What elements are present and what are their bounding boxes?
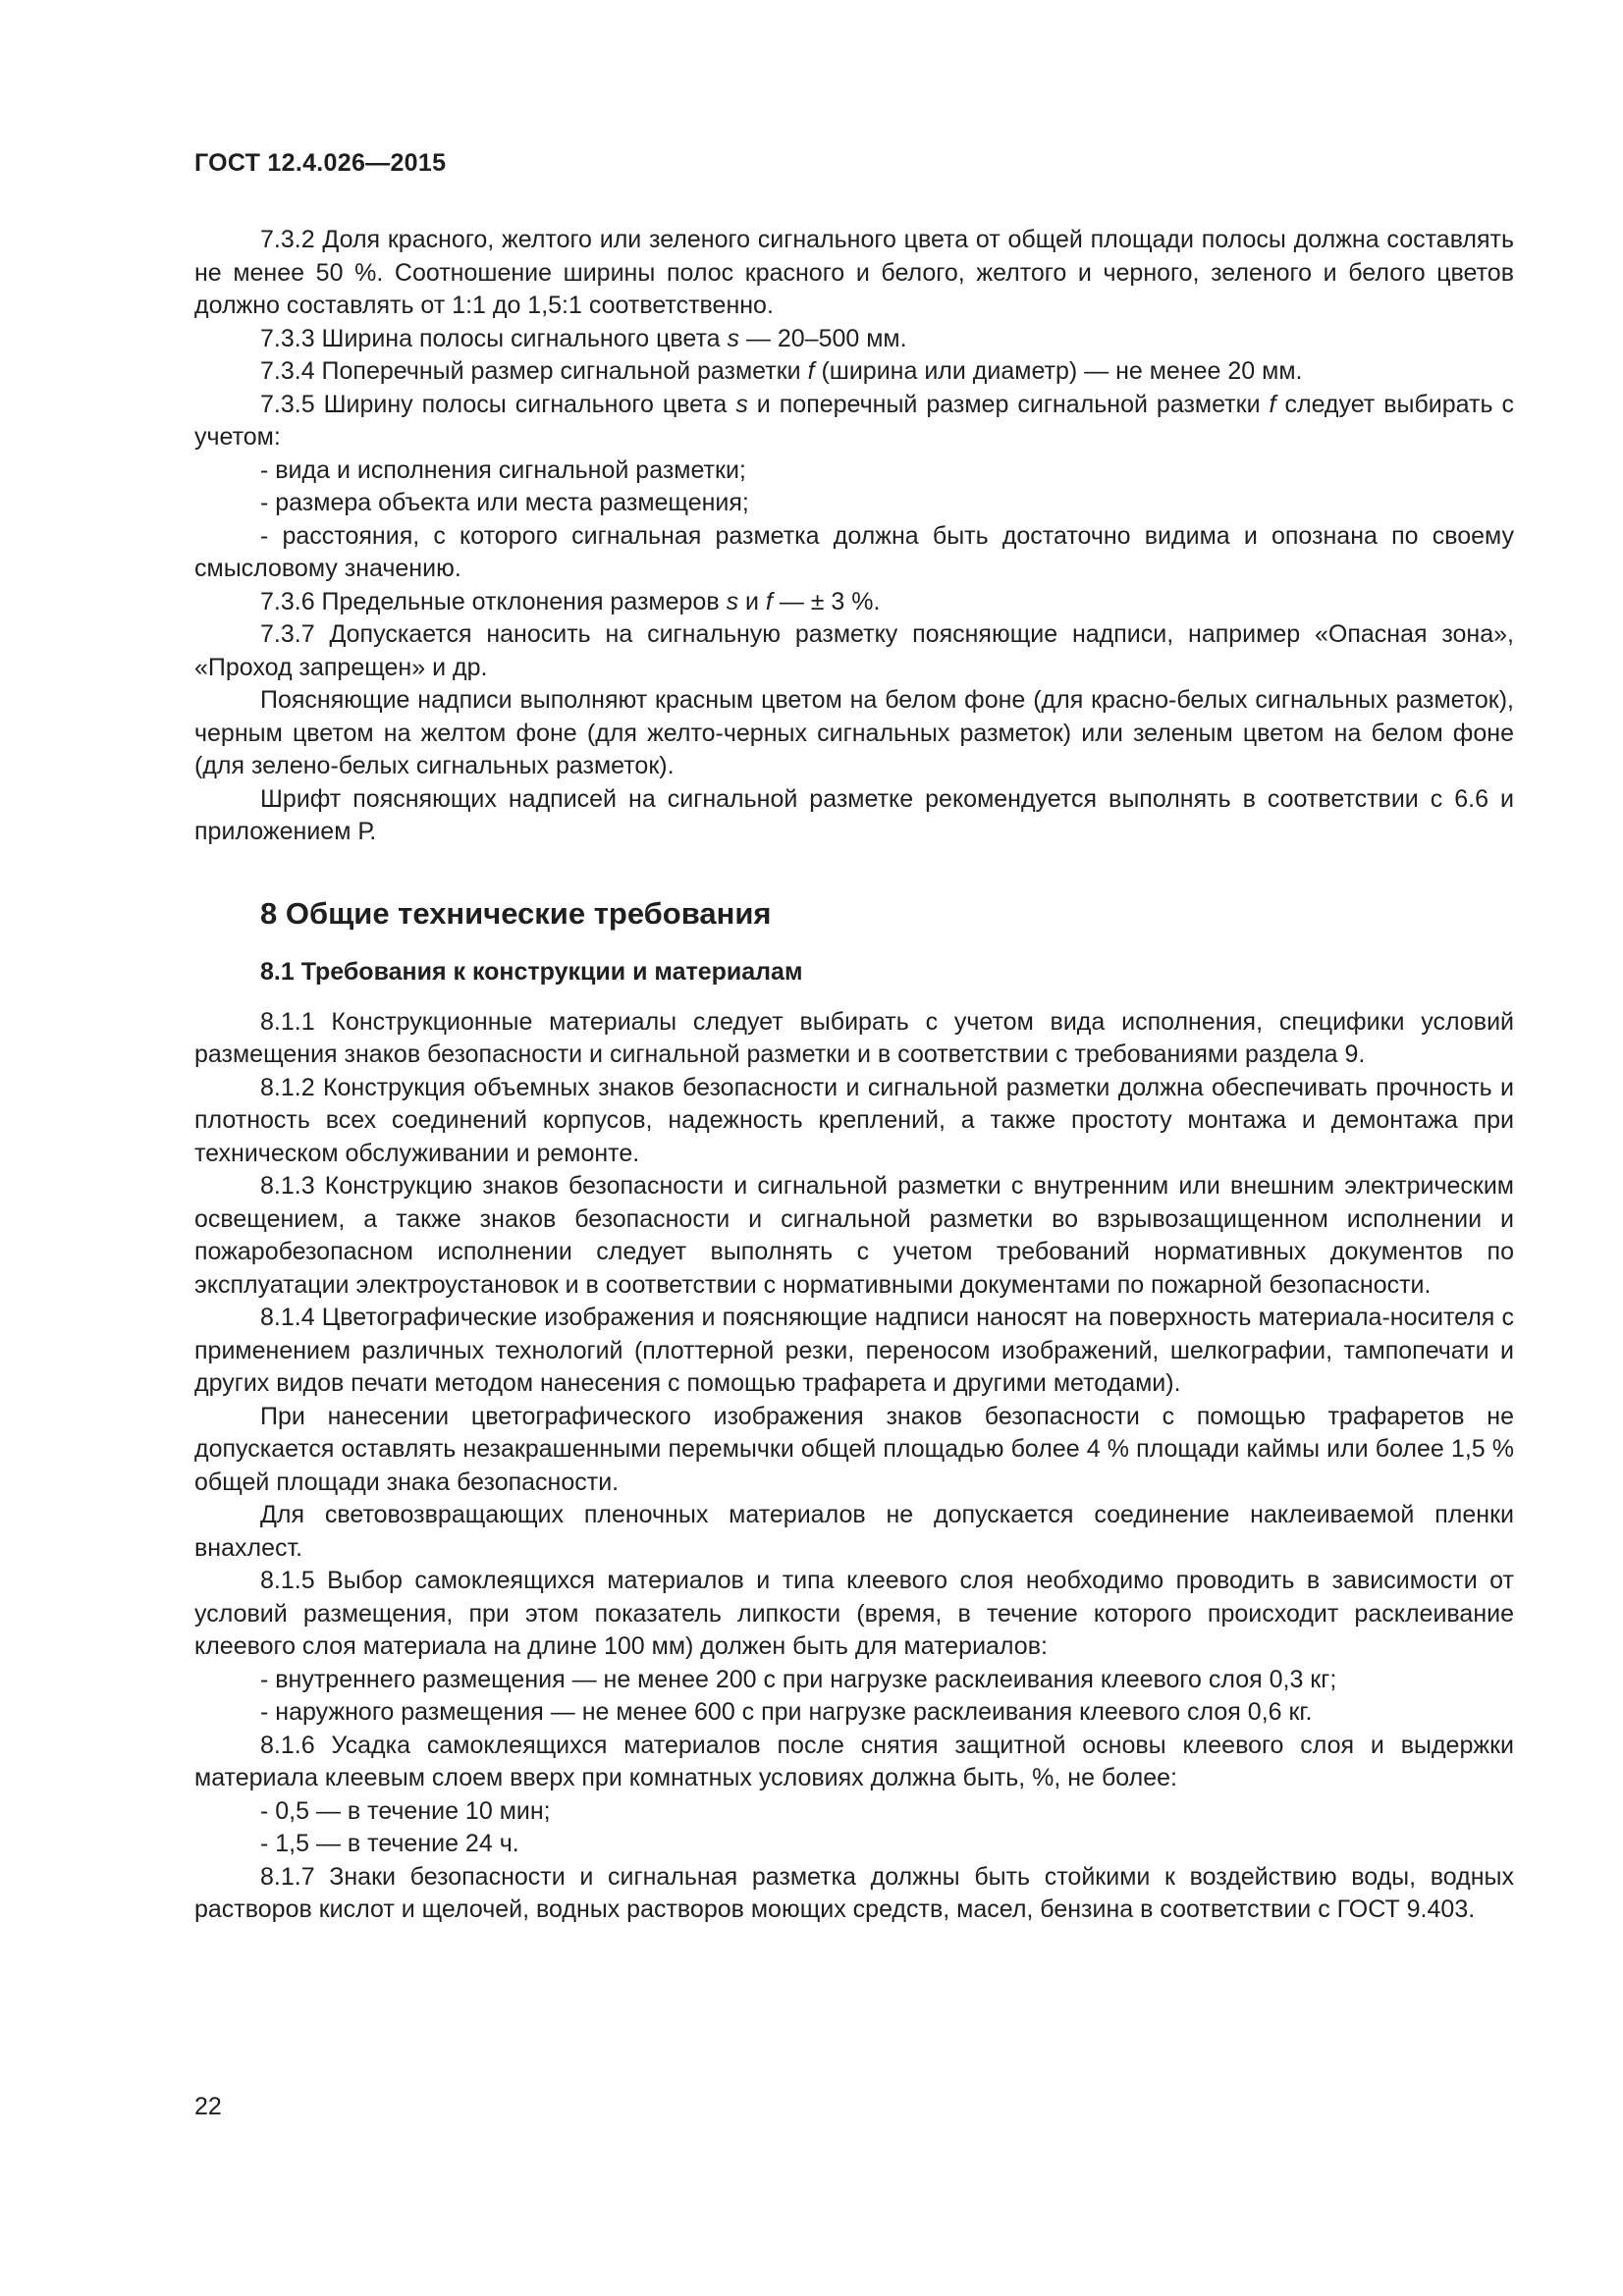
list-item: - вида и исполнения сигнальной разметки; — [260, 455, 746, 484]
variable-f: f — [765, 587, 773, 615]
text-fragment: 7.3.6 Предельные отклонения размеров — [260, 587, 727, 615]
paragraph-font: Шрифт поясняющих надписей на сигнальной разметке рекомендуется выполнять в соответствии с 6.6 и приложением Р. — [194, 784, 1514, 845]
paragraph-explanatory-inscriptions: Поясняющие надписи выполняют красным цветом на белом фоне (для красно-белых сигнальных разметок), черным цветом на желтом фоне (для желто-черных сигнальных разметок) или зеленым цветом на белом фоне (для зелено-белых сигнальных разметок). — [194, 686, 1514, 779]
variable-s: s — [735, 390, 748, 418]
page-number: 22 — [194, 2093, 222, 2120]
list-item: - внутреннего размещения — не менее 200 с при нагрузке расклеивания клеевого слоя 0,3 кг; — [260, 1665, 1337, 1693]
subsection-8-1-heading: 8.1 Требования к конструкции и материалам — [260, 957, 803, 986]
paragraph-8-1-6: 8.1.6 Усадка самоклеящихся материалов после снятия защитной основы клеевого слоя и выдержки материала клеевым слоем вверх при комнатных условиях должна быть, %, не более: — [194, 1731, 1514, 1791]
paragraph-7-3-3 — [194, 323, 1514, 356]
text-fragment: (ширина или диаметр) — не менее 20 мм. — [814, 357, 1303, 385]
text-fragment: и поперечный размер сигнальной разметки — [747, 390, 1270, 418]
paragraph-7-3-5 — [194, 389, 1514, 454]
variable-f: f — [1269, 390, 1276, 418]
list-item: - 0,5 — в течение 10 мин; — [260, 1796, 551, 1825]
paragraph-8-1-3: 8.1.3 Конструкцию знаков безопасности и сигнальной разметки с внутренним или внешним электрическим освещением, а также знаков безопасности и сигнальной разметки во взрывозащищенном исполнении и пожаробезопасном исполнении следует выполнять с учетом требований нормативных документов по эксплуатации электроустановок и в соответствии с нормативными документами по пожарной безопасности. — [194, 1172, 1514, 1299]
text-fragment: 7.3.4 Поперечный размер сигнальной разметки — [260, 357, 808, 385]
paragraph-8-1-1: 8.1.1 Конструкционные материалы следует выбирать с учетом вида исполнения, специфики условий размещения знаков безопасности и сигнальной разметки и в соответствии с требованиями раздела 9. — [194, 1007, 1514, 1068]
document-body — [194, 224, 1514, 1927]
list-item: - расстояния, с которого сигнальная разметка должна быть достаточно видима и опознана по своему смысловому значению. — [194, 521, 1514, 582]
text-fragment: — ± 3 %. — [772, 587, 881, 615]
paragraph-stencil: При нанесении цветографического изображения знаков безопасности с помощью трафаретов не допускается оставлять незакрашенными перемычки общей площадью более 4 % площади каймы или более 1,5 % общей площади знака безопасности. — [194, 1402, 1514, 1496]
text-fragment: — 20–500 мм. — [738, 324, 907, 352]
text-fragment: 7.3.3 Ширина полосы сигнального цвета — [260, 324, 728, 352]
variable-f: f — [807, 357, 815, 385]
paragraph-7-3-2: 7.3.2 Доля красного, желтого или зеленого сигнального цвета от общей площади полосы должна составлять не менее 50 %. Соотношение ширины полос красного и белого, желтого и черного, зеленого и белого цветов должно составлять от 1:1 до 1,5:1 соответственно. — [194, 226, 1514, 319]
paragraph-7-3-7: 7.3.7 Допускается наносить на сигнальную разметку поясняющие надписи, например «Опасная зона», «Проход запрещен» и др. — [194, 620, 1514, 681]
text-fragment: 7.3.5 Ширину полосы сигнального цвета — [260, 390, 736, 418]
document-id-header: ГОСТ 12.4.026—2015 — [194, 149, 447, 177]
list-item: - 1,5 — в течение 24 ч. — [260, 1830, 519, 1857]
variable-s: s — [727, 324, 739, 352]
variable-s: s — [726, 587, 739, 615]
text-fragment: и — [738, 587, 766, 615]
paragraph-retroreflective: Для световозвращающих пленочных материалов не допускается соединение наклеиваемой пленки внахлест. — [194, 1501, 1514, 1562]
section-8-heading: 8 Общие технические требования — [260, 895, 772, 931]
paragraph-7-3-4 — [194, 355, 1514, 389]
text-fragment: следует выбирать с учетом: — [194, 390, 1514, 451]
paragraph-7-3-6 — [194, 586, 1514, 619]
paragraph-8-1-5: 8.1.5 Выбор самоклеящихся материалов и типа клеевого слоя необходимо проводить в зависимости от условий размещения, при этом показатель липкости (время, в течение которого происходит расклеивание клеевого слоя материала на длине 100 мм) должен быть для материалов: — [194, 1567, 1514, 1660]
paragraph-8-1-2: 8.1.2 Конструкция объемных знаков безопасности и сигнальной разметки должна обеспечивать прочность и плотность всех соединений корпусов, надежность креплений, а также простоту монтажа и демонтажа при техническом обслуживании и ремонте. — [194, 1073, 1514, 1167]
paragraph-8-1-7: 8.1.7 Знаки безопасности и сигнальная разметка должны быть стойкими к воздействию воды, водных растворов кислот и щелочей, водных растворов моющих средств, масел, бензина в соответствии с ГОСТ 9.403. — [194, 1862, 1514, 1923]
paragraph-8-1-4: 8.1.4 Цветографические изображения и поясняющие надписи наносят на поверхность материала-носителя с применением различных технологий (плоттерной резки, переносом изображений, шелкографии, тампопечати и других видов печати методом нанесения с помощью трафарета и другими методами). — [194, 1304, 1514, 1397]
list-item: - размера объекта или места размещения; — [260, 489, 749, 516]
list-item: - наружного размещения — не менее 600 с при нагрузке расклеивания клеевого слоя 0,6 кг. — [260, 1698, 1313, 1726]
